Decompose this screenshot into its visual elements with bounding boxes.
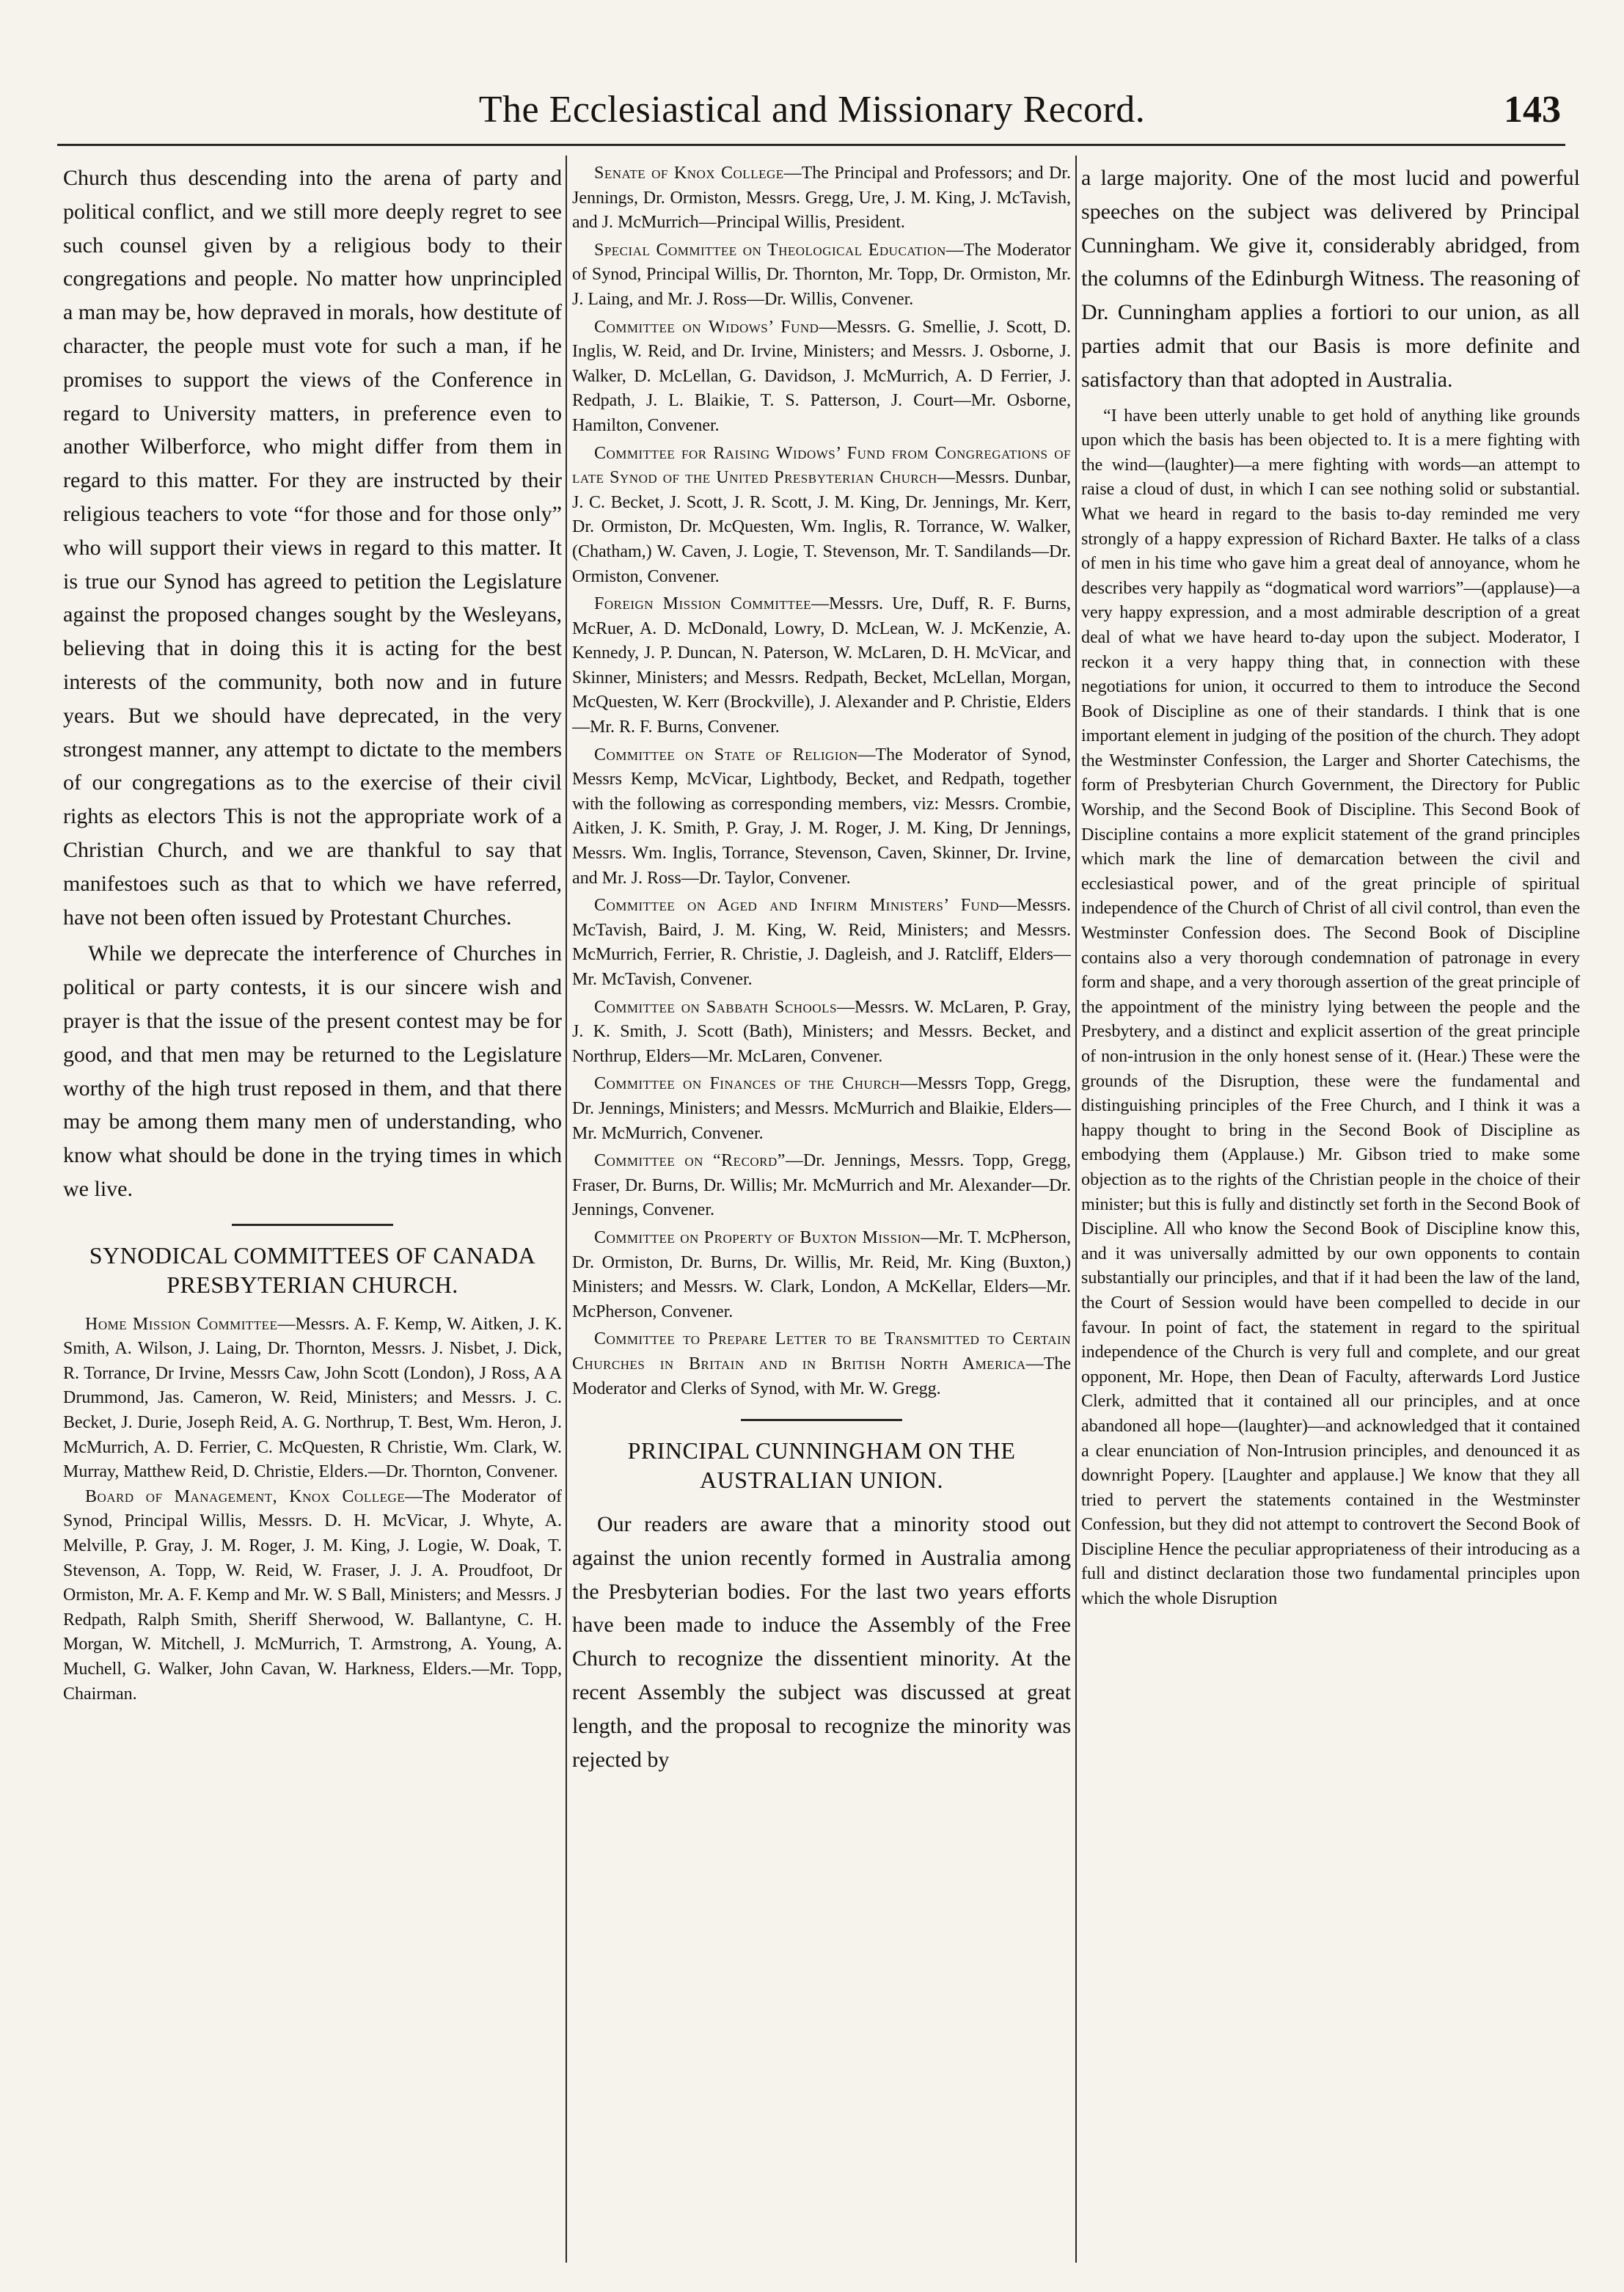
committee-members: —Mr. T. McPherson, Dr. Ormiston, Dr. Burns, Dr. Willis, Mr. Reid, Mr. King (Buxton,) Ministers; and Messrs. W. Clark, London, A McKellar, Elders—Mr. McPherson, Convener. [572, 1227, 1071, 1321]
committee-members: —Messrs. A. F. Kemp, W. Aitken, J. K. Smith, A. Wilson, J. Laing, Dr. Thornton, Messrs. J. Nisbet, J. Dick, R. Torrance, Dr Irvine, Messrs Caw, John Scott (London), J Ross, A A Drummond, Jas. Cameron, W. Reid, Ministers; and Messrs. J. C. Becket, J. Durie, Joseph Reid, A. G. Northrup, T. Best, Wm. Heron, J. McMurrich, A. D. Ferrier, C. McQuesten, R Christie, Wm. Clark, W. Murray, Matthew Reid, D. Christie, Elders.—Dr. Thornton, Convener. [63, 1314, 562, 1482]
committee-entry [572, 996, 1071, 1070]
committee-members: —Messrs Topp, Gregg, Dr. Jennings, Ministers; and Messrs. McMurrich and Blaikie, Elders—Mr. McMurrich, Convener. [572, 1074, 1071, 1143]
committee-name: Committee on Sabbath Schools [594, 997, 837, 1017]
committee-members: —Messrs. G. Smellie, J. Scott, D. Inglis, W. Reid, and Dr. Irvine, Ministers; and Messrs. J. Osborne, J. Walker, D. McLellan, G. Davidson, J. McMurrich, A. D Ferrier, J. Redpath, J. L. Blaikie, T. S. Patterson, J. Court—Mr. Osborne, Hamilton, Convener. [572, 317, 1071, 435]
page-number: 143 [1504, 89, 1561, 131]
column-3 [1081, 161, 1580, 2241]
committee-members: —Messrs. McTavish, Baird, J. M. King, W. Reid, Ministers; and Messrs. McMurrich, Ferrier, R. Christie, J. Dagleish, and J. Ratcliff, Elders—Mr. McTavish, Convener. [572, 896, 1071, 989]
quote-paragraph: “I have been utterly unable to get hold of anything like grounds upon which the basis has been objected to. It is a mere fighting with the wind—(laughter)—a mere fighting with words—an attempt to raise a cloud of dust, in which I can see nothing solid or substantial. What we heard in regard to the basis to-day reminded me very strongly of a happy expression of Richard Baxter. He talks of a class of men in his time who gave him a great deal of annoyance, whom he describes very happily as “dogmatical word warriors”—(applause)—a very happy expression, and a most admirable description of a great deal of what we have heard to-day upon the subject. Moderator, I reckon it a very happy thing that, in connection with these negotiations for union, it occurred to them to introduce the Second Book of Discipline as one of their standards. I think that is one important element in judging of the position of the church. They adopt the Westminster Confession, the Larger and Shorter Catechisms, the form of Presbyterian Church Government, the Directory for Public Worship, and the Second Book of Discipline. This Second Book of Discipline contains a more explicit statement of the grand principles which mark the line of demarcation between the civil and ecclesiastical power, and of the great principle of spiritual independence of the Church of Christ of all civil control, than even the Westminster Confession does. The Second Book of Discipline contains also a very thorough condemnation of patronage in every form and shape, and a very thorough assertion of the great principle of the appointment of the ministry lying between the people and the Presbytery, and a distinct and explicit assertion of the great principle of non-intrusion in the only honest sense of it. (Hear.) These were the grounds of the Disruption, these were the fundamental and distinguishing principles of the Free Church, and I think it was a happy thought to bring in the Second Book of Discipline as embodying them (Applause.) Mr. Gibson tried to make some objection as to the rights of the Christian people in the choice of their minister; but this is fully and distinctly set forth in the Second Book of Discipline. All who know the Second Book of Discipline know this, and it was universally admitted by our own opponents to contain substantially our principles, and that if it had been the law of the land, the Court of Session would have been compelled to decide in our favour. In point of fact, the statement in regard to the spiritual independence of the Church is very full and complete, and our great opponent, Mr. Hope, then Dean of Faculty, afterwards Lord Justice Clerk, admitted that it contained all our principles, and at once abandoned all hope—(laughter)—and acknowledged that it contained a clear enunciation of Non-Intrusion principles, and denounced it as downright Popery. [Laughter and applause.] We know that they all tried to pervert the statements contained in the Westminster Confession, but they did not attempt to controvert the Second Book of Discipline Hence the peculiar appropriateness of their introducing as a full and distinct declaration those two fundamental principles upon which the whole Disruption [1081, 406, 1580, 1609]
committee-entry [572, 161, 1071, 236]
publication-title: The Ecclesiastical and Missionary Record. [478, 89, 1146, 131]
committee-name: Board of Management, Knox College [85, 1486, 406, 1506]
committee-name: Committee on State of Religion [594, 745, 858, 764]
committee-name: Committee on Property of Buxton Mission [594, 1227, 921, 1247]
article-heading: PRINCIPAL CUNNINGHAM ON THE AUSTRALIAN UNION. [627, 1437, 1016, 1494]
committee-entry [572, 442, 1071, 590]
committee-name: Committee on Finances of the Church [594, 1074, 900, 1094]
committee-entry [572, 315, 1071, 439]
committee-members: —Messrs. Ure, Duff, R. F. Burns, McRuer, A. D. McDonald, Lowry, D. McLean, W. J. McKenzie, A. Kennedy, J. P. Duncan, N. Paterson, W. McLaren, D. H. McVicar, and Skinner, Ministers; and Messrs. Redpath, Becket, McLellan, Morgan, McQuesten, W. Kerr (Brockville), J. Alexander and P. Christie, Elders—Mr. R. F. Burns, Convener. [572, 594, 1071, 737]
editorial-paragraph: Church thus descending into the arena of party and political conflict, and we still more deeply regret to see such counsel given by a religious body to their congregations and people. No matter how unprincipled a man may be, how depraved in morals, how destitute of character, the people must vote for such a man, if he promises to support the views of the Conference in regard to University matters, in preference even to another Wilberforce, who might differ from them in regard to this matter. For they are instructed by their religious teachers to vote “for those and for those only” who will support their views in regard to this matter. It is true our Synod has agreed to petition the Legislature against the proposed changes sought by the Wesleyans, believing that in doing this it is acting for the best interests of the community, both now and in future years. But we should have deprecated, in the very strongest manner, any attempt to dictate to the members of our congregations as to the exercise of their civil rights as electors This is not the appropriate work of a Christian Church, and we are thankful to say that manifestoes such as that to which we have referred, have not been often issued by Protestant Churches. [63, 166, 562, 930]
committee-list [63, 1313, 562, 1707]
committee-name: Home Mission Committee [85, 1314, 278, 1334]
committee-name: Committee on Aged and Infirm Ministers’ Fund [594, 896, 999, 916]
committee-name: Committee on Widows’ Fund [594, 317, 819, 337]
editorial-paragraph: While we deprecate the interference of Churches in political or party contests, it is our sincere wish and prayer is that the issue of the present contest may be for good, and that men may be returned to the Legislature worthy of the high trust reposed in them, and that there may be among them many men of understanding, who know what should be done in the trying times in which we live. [63, 941, 562, 1201]
committee-entry [572, 743, 1071, 891]
committees-heading: SYNODICAL COMMITTEES OF CANADA PRESBYTERIAN CHURCH. [89, 1241, 536, 1298]
column-1 [63, 161, 562, 2241]
article-continuation [1081, 161, 1580, 397]
committee-entry [63, 1485, 562, 1707]
committee-members: —The Moderator of Synod, Principal Willis, Dr. Thornton, Mr. Topp, Dr. Ormiston, Mr. J. Laing, and Mr. J. Ross—Dr. Willis, Convener. [572, 240, 1071, 309]
committee-entry [572, 1072, 1071, 1146]
running-head [51, 82, 1573, 141]
committee-name: Committee for Raising Widows’ Fund from Congregations of late Synod of the United Presbyterian Church [572, 443, 1071, 488]
committee-members: —The Moderator and Clerks of Synod, with Mr. W. Gregg. [572, 1354, 1071, 1398]
article-text [572, 1508, 1071, 1776]
committee-entry [572, 1226, 1071, 1324]
committee-members: —Messrs. W. McLaren, P. Gray, J. K. Smith, J. Scott (Bath), Ministers; and Messrs. Becket, and Northrup, Elders—Mr. McLaren, Convener. [572, 997, 1071, 1066]
committee-entry [572, 592, 1071, 740]
committee-entry [572, 1149, 1071, 1223]
committee-name: Committee on “Record” [594, 1151, 786, 1171]
speech-quote [1081, 404, 1580, 1612]
section-divider [232, 1224, 393, 1226]
committee-entry [572, 238, 1071, 313]
committee-name: Senate of Knox College [594, 164, 784, 183]
committee-members: —Messrs. Dunbar, J. C. Becket, J. Scott, J. R. Scott, J. M. King, Dr. Jennings, Mr. Kerr, Dr. Ormiston, Dr. McQuesten, Wm. Inglis, R. Torrance, W. Walker, (Chatham,) W. Caven, J. Logie, T. Stevenson, Mr. T. Sandilands—Dr. Ormiston, Convener. [572, 468, 1071, 586]
committee-name: Foreign Mission Committee [594, 594, 812, 614]
header-rule [57, 144, 1565, 146]
article-paragraph: Our readers are aware that a minority stood out against the union recently formed in Australia among the Presbyterian bodies. For the last two years efforts have been made to induce the Assembly of the Free Church to recognize the dissentient minority. At the recent Assembly the subject was discussed at great length, and the proposal to recognize the minority was rejected by [572, 1512, 1071, 1772]
committee-members: —The Principal and Professors; and Dr. Jennings, Dr. Ormiston, Messrs. Gregg, Ure, J. M. King, J. McTavish, and J. McMurrich—Principal Willis, President. [572, 164, 1071, 233]
committee-entry [572, 894, 1071, 992]
committee-entry [63, 1313, 562, 1485]
editorial-text [63, 161, 562, 1206]
committee-members: —Dr. Jennings, Messrs. Topp, Gregg, Fraser, Dr. Burns, Dr. Willis; Mr. McMurrich and Mr. Alexander—Dr. Jennings, Convener. [572, 1151, 1071, 1220]
section-divider [741, 1419, 902, 1421]
article-intro: a large majority. One of the most lucid and powerful speeches on the subject was delivered by Principal Cunningham. We give it, considerably abridged, from the columns of the Edinburgh Witness. The reasoning of Dr. Cunningham applies a fortiori to our union, as all parties admit that our Basis is more definite and satisfactory than that adopted in Australia. [1081, 166, 1580, 392]
column-rule-1 [566, 156, 567, 2263]
committee-name: Special Committee on Theological Education [594, 240, 946, 260]
committee-entry [572, 1327, 1071, 1401]
committee-members: —The Moderator of Synod, Principal Willis, Messrs. D. H. McVicar, J. Whyte, A. Melville, P. Gray, J. M. Roger, J. M. King, J. Logie, W. Doak, T. Stevenson, A. Topp, W. Reid, W. Fraser, J. J. A. Proudfoot, Dr Ormiston, Mr. A. F. Kemp and Mr. W. S Ball, Ministers; and Messrs. J Redpath, Ralph Smith, Sheriff Sherwood, W. Ballantyne, C. H. Morgan, W. Mitchell, J. McMurrich, T. Armstrong, A. Young, A. Muchell, G. Walker, John Cavan, W. Harkness, Elders.—Mr. Topp, Chairman. [63, 1486, 562, 1704]
column-rule-2 [1075, 156, 1077, 2263]
column-2 [572, 161, 1071, 2241]
committee-list [572, 161, 1071, 1401]
committee-members: —The Moderator of Synod, Messrs Kemp, McVicar, Lightbody, Becket, and Redpath, together with the following as corresponding members, viz: Messrs. Crombie, Aitken, J. K. Smith, P. Gray, J. M. Roger, J. M. King, Dr Jennings, Messrs. Wm. Inglis, Torrance, Stevenson, Caven, Skinner, Dr. Irvine, and Mr. J. Ross—Dr. Taylor, Convener. [572, 745, 1071, 888]
committee-name: Committee to Prepare Letter to be Transmitted to Certain Churches in Britain and in British North America [572, 1329, 1071, 1373]
